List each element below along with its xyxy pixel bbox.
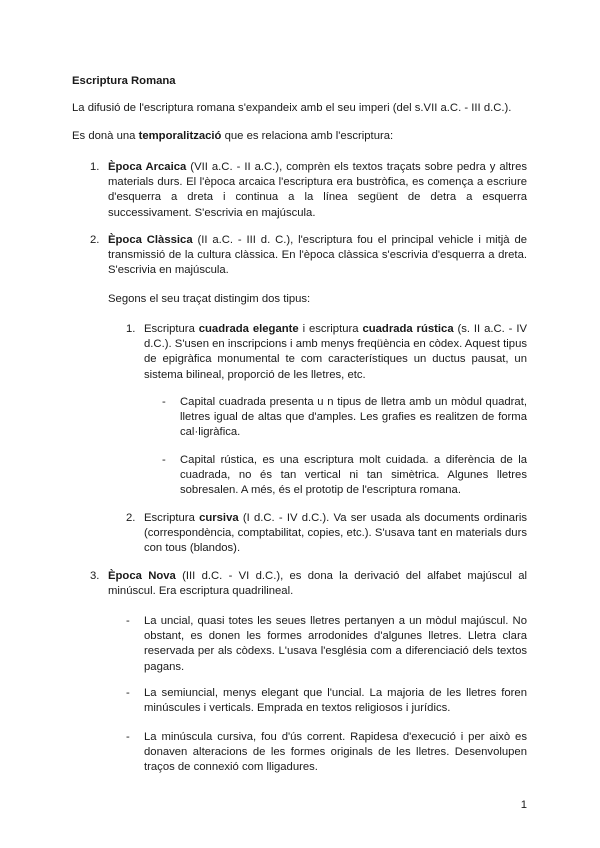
- epoca-nova-item: [108, 569, 527, 599]
- temporal-post: que es relaciona amb l'escriptura:: [221, 130, 394, 142]
- page-number: 1: [520, 799, 527, 811]
- temporal-paragraph: [72, 129, 532, 144]
- sub2-bold: cursiva: [199, 512, 239, 524]
- dash-mark: -: [126, 687, 130, 699]
- epoca-arcaica-heading: Època Arcaica: [108, 161, 187, 173]
- escriptura-cuadrada-item: [144, 322, 527, 383]
- dash-mark: -: [126, 731, 130, 743]
- sub1-bold-rustica: cuadrada rústica: [362, 323, 454, 335]
- sublist-number: 2.: [126, 512, 136, 524]
- sub1-mid: i escriptura: [298, 323, 363, 335]
- sub1-pre: Escriptura: [144, 323, 199, 335]
- epoca-arcaica-item: [108, 160, 527, 221]
- dash-mark: -: [162, 396, 166, 408]
- sub2-text: (I d.C. - IV d.C.). Va ser usada als documents ordinaris (correspondència, comptabilitat, copies, etc.). S'usava tant en materials durs con tous (blandos).: [144, 512, 527, 555]
- minuscula-cursiva-item: La minúscula cursiva, fou d'ús corrent. Rapidesa d'execució i per això es donaven alteracions de les formes originals de les lletres. Desenvolupen traços de connexió com lligadures.: [144, 731, 527, 774]
- escriptura-cursiva-item: [144, 511, 527, 557]
- sub2-pre: Escriptura: [144, 512, 200, 524]
- epoca-arcaica-text: (VII a.C. - II a.C.), comprèn els textos traçats sobre pedra y altres materials durs. El l'època arcaica l'escriptura era bustròfica, es comença a escriure d'esquerra a dreta i continua a la línea següent de detra a esquerra successivament. S'escrivia en majúscula.: [108, 161, 527, 219]
- document-title: Escriptura Romana: [72, 75, 176, 87]
- segons-paragraph: Segons el seu traçat distingim dos tipus:: [108, 293, 311, 305]
- sub1-text: (s. II a.C. - IV d.C.). S'usen en inscripcions i amb menys freqüència en còdex. Aquest tipus de epigràfica monumental te com característiques un ductus pausat, un sistema bilineal, proporció de les lletres, etc.: [144, 323, 527, 381]
- dash-mark: -: [162, 454, 166, 466]
- epoca-classica-item: [108, 233, 527, 279]
- capital-cuadrada-item: Capital cuadrada presenta u n tipus de lletra amb un mòdul quadrat, lletres igual de altas que d'amples. Les grafies es realitzen de forma cal·ligràfica.: [180, 396, 527, 439]
- semiuncial-item: La semiuncial, menys elegant que l'uncial. La majoria de les lletres foren minúscules i verticals. Emprada en textos religiosos i jurídics.: [144, 687, 527, 715]
- epoca-classica-text: (II a.C. - III d. C.), l'escriptura fou el principal vehicle i mitjà de transmissió de la cultura clàssica. En l'època clàssica s'escrivia d'esquerra a dreta. S'escrivia en majúscula.: [108, 234, 528, 277]
- list-number: 1.: [90, 161, 100, 173]
- sublist-number: 1.: [126, 323, 136, 335]
- capital-rustica-item: Capital rústica, es una escriptura molt cuidada. a diferència de la cuadrada, no és tan vertical ni tan simètrica. Algunes lletres sobresalen. A més, és el prototip de l'escriptura romana.: [180, 454, 527, 497]
- temporal-pre: Es donà una: [72, 130, 139, 142]
- uncial-item: La uncial, quasi totes les seues lletres pertanyen a un mòdul majúscul. No obstant, es donen les formes arrodonides d'algunes lletres. Lletra clara reservada per als còdexs. L'usava l'església com a diferenciació dels textos pagans.: [144, 615, 527, 673]
- temporal-bold: temporalització: [138, 130, 222, 142]
- epoca-nova-heading: Època Nova: [108, 570, 176, 582]
- sub1-bold-elegante: cuadrada elegante: [198, 323, 299, 335]
- list-number: 2.: [90, 234, 100, 246]
- list-number: 3.: [90, 570, 100, 582]
- epoca-nova-text: (III d.C. - VI d.C.), es dona la derivació del alfabet majúscul al minúscul. Era escriptura quadrilineal.: [108, 570, 527, 598]
- dash-mark: -: [126, 615, 130, 627]
- intro-paragraph: La difusió de l'escriptura romana s'expandeix amb el seu imperi (del s.VII a.C. - III d.C.).: [72, 102, 512, 114]
- epoca-classica-heading: Època Clàssica: [108, 234, 193, 246]
